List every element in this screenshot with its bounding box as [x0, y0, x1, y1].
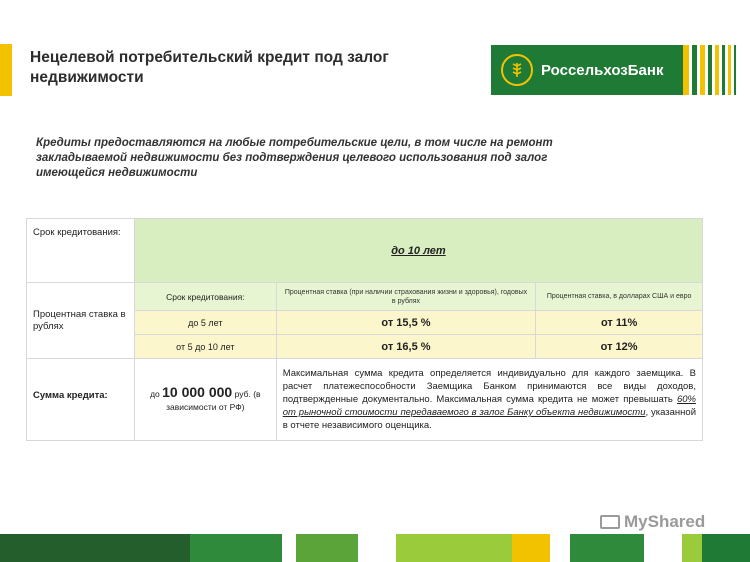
intro-text: Кредиты предоставляются на любые потребительские цели, в том числе на ремонт закладываемой недвижимости без подтверждения целевого использования под залог имеющейся недвижимости [36, 137, 553, 179]
wheat-emblem-icon [501, 54, 533, 86]
watermark [600, 512, 705, 532]
row-usd-rate: от 12% [536, 335, 703, 359]
term-value: до 10 лет [391, 244, 446, 257]
bank-logo [491, 45, 683, 95]
col-term-header: Срок кредитования: [134, 283, 276, 311]
term-label-cell: Срок кредитования: [27, 219, 135, 283]
row-term: до 5 лет [134, 311, 276, 335]
page-title: Нецелевой потребительский кредит под залог недвижимости [30, 49, 389, 86]
title-accent-bar [0, 44, 12, 96]
col-rub-header: Процентная ставка (при наличии страхования жизни и здоровья), годовых в рублях [276, 283, 536, 311]
row-rub-rate: от 15,5 % [276, 311, 536, 335]
term-value-cell [134, 219, 702, 283]
amount-label-cell: Сумма кредита: [27, 359, 135, 441]
logo-text: РоссельхозБанк [541, 61, 664, 79]
rate-label-cell: Процентная ставка в рублях [27, 283, 135, 359]
desc-underlined: 60% от рыночной стоимости передаваемого в залог Банку объекта недвижимости [282, 394, 696, 418]
row-usd-rate: от 11% [536, 311, 703, 335]
footer-stripes [0, 534, 750, 562]
amount-cell [134, 359, 276, 441]
amount-unit: руб. [234, 388, 251, 399]
amount-prefix: до [150, 388, 160, 399]
amount-note-2: зависимости от РФ) [166, 401, 245, 412]
row-term: от 5 до 10 лет [134, 335, 276, 359]
desc-part-2: , указанной в отчете независимого оценщика. [282, 407, 697, 431]
col-usd-header: Процентная ставка, в долларах США и евро [536, 283, 703, 311]
credit-terms-table [26, 218, 703, 441]
desc-part-1: Максимальная сумма кредита определяется индивидуально для каждого заемщика. В расчет платежеспособности Заемщика Банком принимаются все виды доходов, подтвержденные документально. Максимальная сумма кредита не может превышать [282, 368, 696, 405]
amount-note-1: (в [253, 388, 261, 399]
amount-value: 10 000 000 [162, 383, 233, 400]
row-rub-rate: от 16,5 % [276, 335, 536, 359]
watermark-text: MyShared [624, 512, 706, 531]
amount-description [276, 359, 702, 441]
presentation-icon [600, 515, 620, 529]
logo-stripes [683, 45, 739, 95]
